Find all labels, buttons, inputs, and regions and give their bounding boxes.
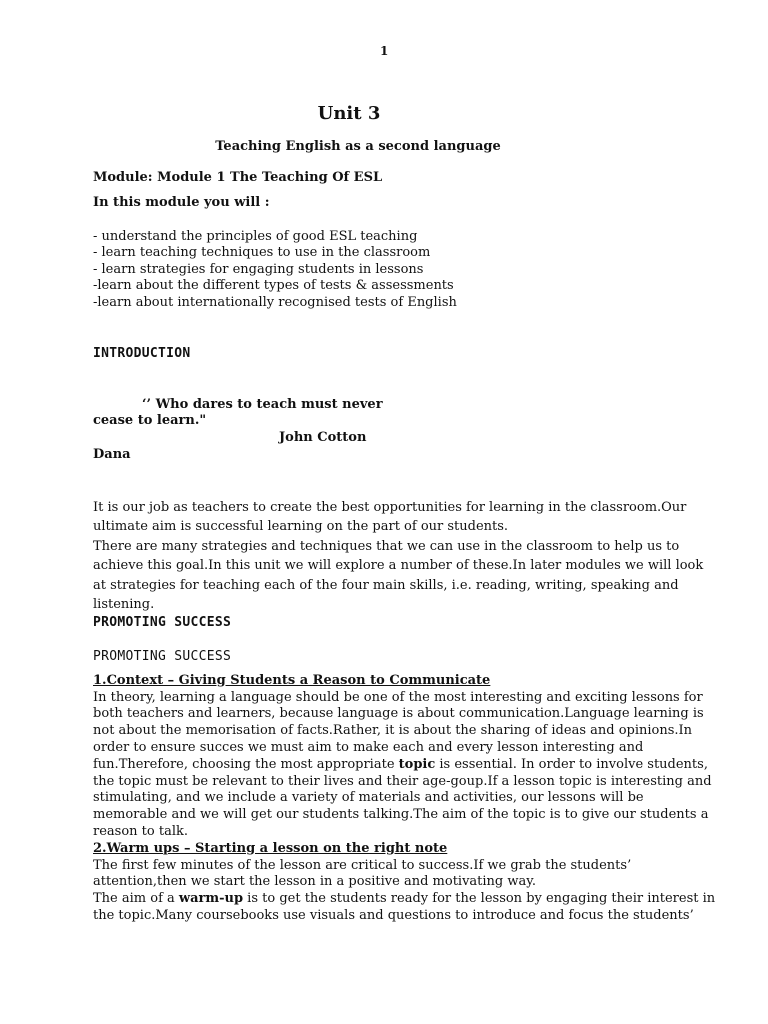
section1-line: stimulating, and we include a variety of materials and activities, our lessons will be	[93, 790, 644, 805]
objective-item: -learn about internationally recognised tests of English	[93, 295, 457, 310]
quote-author: Dana	[93, 447, 131, 462]
section2-line: attention,then we start the lesson in a positive and motivating way.	[93, 874, 537, 889]
objective-item: -learn about the different types of tests & assessments	[93, 278, 454, 293]
page-number: 1	[380, 44, 389, 58]
section1-line	[93, 757, 708, 774]
section2-text: The aim of a	[93, 891, 179, 906]
promoting-success-subheading: PROMOTING SUCCESS	[93, 649, 232, 664]
section1-line: reason to talk.	[93, 824, 188, 839]
section1-line: order to ensure succes we must aim to make each and every lesson interesting and	[93, 740, 644, 755]
section2-line	[93, 891, 715, 908]
quote-author: John Cotton	[279, 430, 367, 445]
introduction-heading: INTRODUCTION	[93, 346, 191, 361]
warm-up-keyword: warm-up	[178, 891, 244, 906]
section2-heading: 2.Warm ups – Starting a lesson on the right note	[93, 841, 448, 856]
section2-text: is to get the students ready for the lesson by engaging their interest in	[243, 891, 716, 906]
subtitle: Teaching English as a second language	[215, 139, 501, 154]
objective-item: - understand the principles of good ESL teaching	[93, 229, 418, 244]
section1-text: fun.Therefore, choosing the most appropriate	[93, 757, 399, 772]
section1-line: In theory, learning a language should be one of the most interesting and exciting lessons for	[93, 690, 703, 705]
quote-line: ‘’ Who dares to teach must never	[142, 397, 383, 412]
topic-keyword: topic	[398, 757, 436, 772]
intro-paragraph-line: There are many strategies and techniques that we can use in the classroom to help us to	[93, 539, 680, 554]
intro-paragraph-line: listening.	[93, 597, 155, 612]
intro-paragraph-line: ultimate aim is successful learning on the part of our students.	[93, 519, 509, 534]
objective-item: - learn strategies for engaging students in lessons	[93, 262, 424, 277]
section2-line: The first few minutes of the lesson are critical to success.If we grab the students’	[93, 858, 632, 873]
promoting-success-heading: PROMOTING SUCCESS	[93, 615, 232, 630]
objective-item: - learn teaching techniques to use in the classroom	[93, 245, 431, 260]
section1-text: is essential. In order to involve students,	[435, 757, 708, 772]
intro-paragraph-line: achieve this goal.In this unit we will explore a number of these.In later modules we will look	[93, 558, 704, 573]
unit-title: Unit 3	[317, 103, 381, 124]
module-intro: In this module you will :	[93, 195, 270, 210]
intro-paragraph-line: at strategies for teaching each of the four main skills, i.e. reading, writing, speaking and	[93, 578, 679, 593]
section1-line: not about the memorisation of facts.Rather, it is about the sharing of ideas and opinions.In	[93, 723, 693, 738]
section1-line: the topic must be relevant to their lives and their age-goup.If a lesson topic is interesting and	[93, 774, 712, 789]
intro-paragraph-line: It is our job as teachers to create the best opportunities for learning in the classroom.Our	[93, 500, 687, 515]
section2-line: the topic.Many coursebooks use visuals and questions to introduce and focus the students’	[93, 908, 694, 923]
section1-line: memorable and we will get our students talking.The aim of the topic is to give our students a	[93, 807, 709, 822]
section1-heading: 1.Context – Giving Students a Reason to Communicate	[93, 673, 491, 688]
module-line: Module: Module 1 The Teaching Of ESL	[93, 170, 383, 185]
quote-line: cease to learn."	[93, 413, 207, 428]
section1-line: both teachers and learners, because language is about communication.Language learning is	[93, 706, 704, 721]
